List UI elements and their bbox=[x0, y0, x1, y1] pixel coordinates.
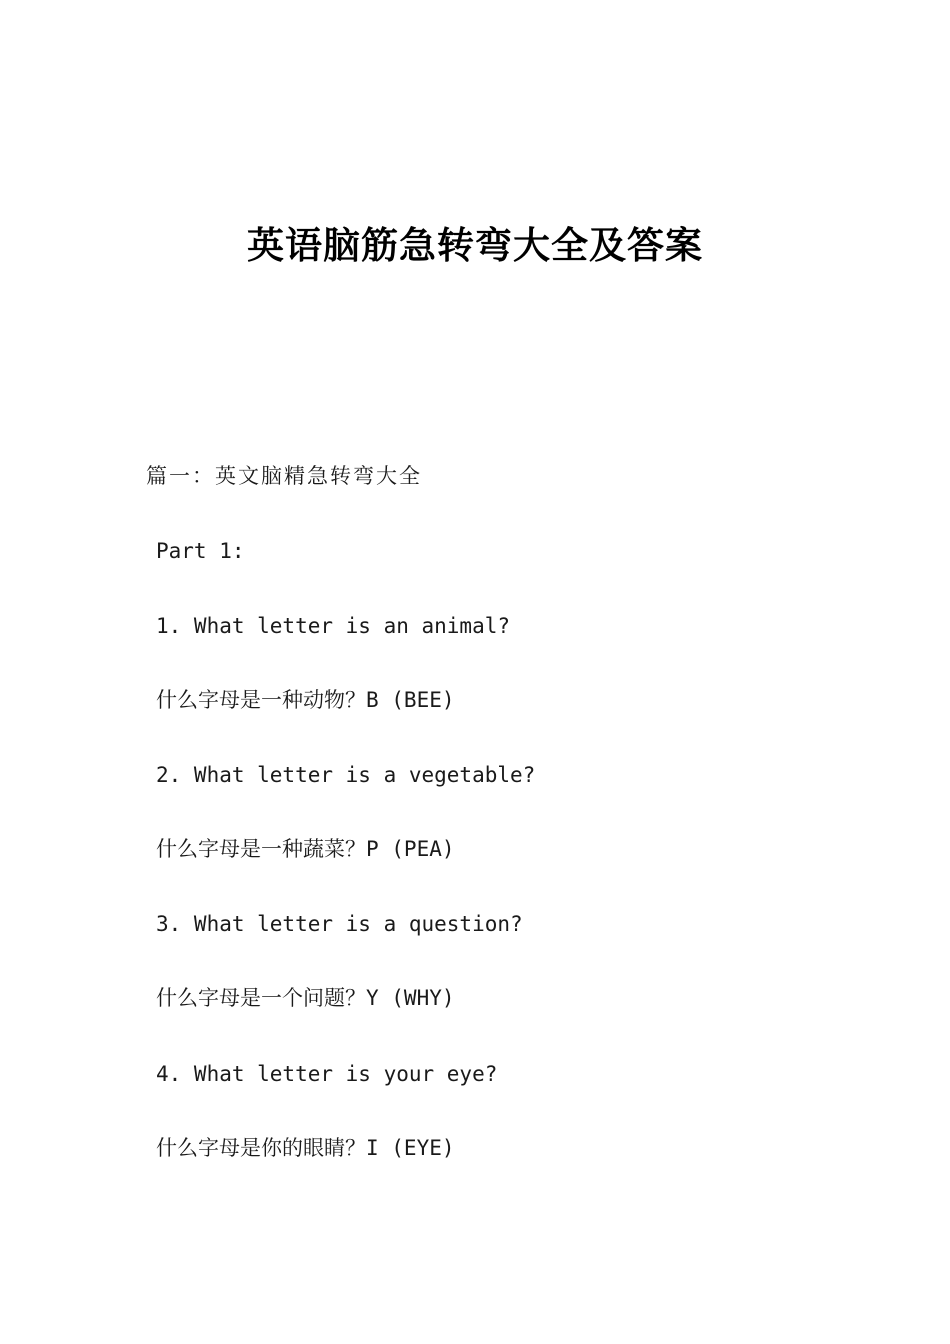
part-label: Part 1: bbox=[156, 539, 245, 563]
answer-line: 什么字母是一种蔬菜？P (PEA) bbox=[156, 837, 455, 861]
answer-line: 什么字母是一种动物？B (BEE) bbox=[156, 688, 455, 712]
question-line: 1. What letter is an animal? bbox=[156, 614, 511, 638]
question-line: 2. What letter is a vegetable? bbox=[156, 763, 536, 787]
answer-line: 什么字母是一个问题？Y (WHY) bbox=[156, 986, 455, 1010]
answer-line: 什么字母是你的眼睛？I (EYE) bbox=[156, 1136, 455, 1160]
section-heading: 篇一：英文脑精急转弯大全 bbox=[146, 464, 422, 488]
question-line: 4. What letter is your eye? bbox=[156, 1062, 498, 1086]
question-line: 3. What letter is a question? bbox=[156, 912, 523, 936]
document-title: 英语脑筋急转弯大全及答案 bbox=[247, 224, 703, 267]
